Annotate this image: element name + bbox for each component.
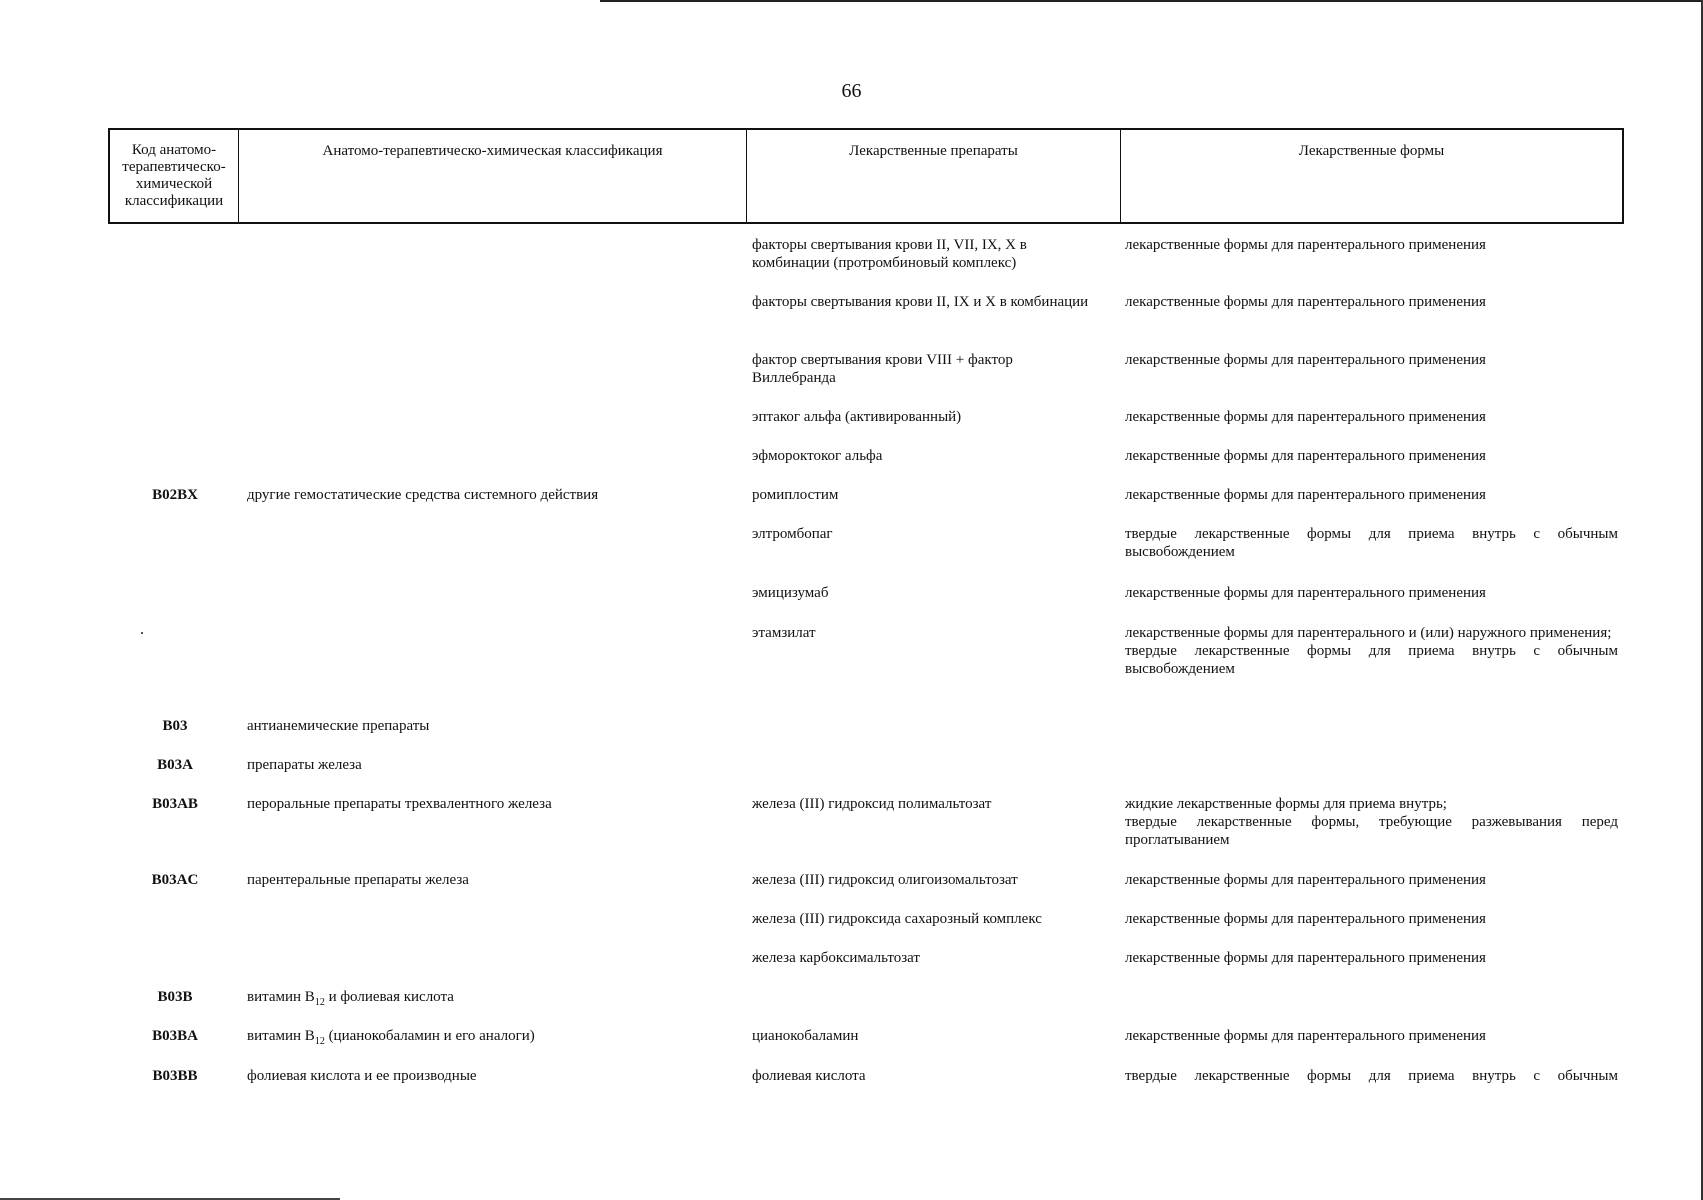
dosage-forms bbox=[1125, 486, 1618, 504]
dosage-form-line: твердые лекарственные формы для приема внутрь с обычным высвобождением bbox=[1125, 643, 1618, 677]
dosage-forms bbox=[1125, 871, 1618, 889]
dosage-forms bbox=[1125, 351, 1618, 369]
dosage-forms bbox=[1125, 447, 1618, 465]
atc-classification: препараты железа bbox=[247, 757, 362, 773]
dosage-form-line: лекарственные формы для парентерального применения bbox=[1125, 585, 1486, 601]
drug-name: элтромбопаг bbox=[752, 526, 833, 542]
drug-name: этамзилат bbox=[752, 625, 816, 641]
atc-code: B03 bbox=[162, 718, 188, 734]
atc-classification: парентеральные препараты железа bbox=[247, 872, 469, 888]
page-number: 66 bbox=[841, 80, 862, 102]
header-classification: Анатомо-терапевтическо-химическая классификация bbox=[239, 130, 747, 222]
classification-text: витамин B bbox=[247, 989, 315, 1005]
dosage-form-line: жидкие лекарственные формы для приема внутрь; bbox=[1125, 796, 1447, 812]
atc-classification: антианемические препараты bbox=[247, 718, 430, 734]
dosage-form-line: лекарственные формы для парентерального применения bbox=[1125, 409, 1486, 425]
dosage-form-line: лекарственные формы для парентерального применения bbox=[1125, 487, 1486, 503]
atc-code: B03BA bbox=[152, 1028, 198, 1044]
dosage-forms bbox=[1125, 1067, 1618, 1085]
atc-code: B03AC bbox=[151, 872, 199, 888]
table-header bbox=[108, 128, 1624, 224]
subscript: 12 bbox=[314, 997, 325, 1008]
dosage-forms bbox=[1125, 1027, 1618, 1045]
atc-code: B02BX bbox=[152, 487, 198, 503]
drug-name: эптаког альфа (активированный) bbox=[752, 409, 962, 425]
dosage-form-line: лекарственные формы для парентерального и (или) наружного применения; bbox=[1125, 625, 1612, 641]
dosage-form-line: лекарственные формы для парентерального применения bbox=[1125, 950, 1486, 966]
atc-code: B03A bbox=[157, 757, 193, 773]
dosage-forms bbox=[1125, 949, 1618, 967]
dosage-forms bbox=[1125, 795, 1618, 849]
classification-text: (цианокобаламин и его аналоги) bbox=[324, 1028, 535, 1044]
drug-name: эмицизумаб bbox=[752, 585, 829, 601]
atc-classification bbox=[247, 988, 727, 1006]
classification-text: витамин B bbox=[247, 1028, 315, 1044]
dosage-forms bbox=[1125, 525, 1618, 561]
drug-name: эфмороктоког альфа bbox=[752, 448, 883, 464]
dosage-forms bbox=[1125, 910, 1618, 928]
header-code: Код анатомо-терапевтическо-химической классификации bbox=[110, 130, 239, 222]
dosage-form-line: лекарственные формы для парентерального применения bbox=[1125, 237, 1486, 253]
dosage-form-line: твердые лекарственные формы для приема внутрь с обычным bbox=[1125, 1068, 1618, 1084]
drug-name: факторы свертывания крови II, VII, IX, X в комбинации (протромбиновый комплекс) bbox=[752, 237, 1027, 271]
dosage-forms bbox=[1125, 293, 1618, 311]
dosage-form-line: лекарственные формы для парентерального применения bbox=[1125, 911, 1486, 927]
atc-classification bbox=[247, 1027, 727, 1045]
dosage-form-line: лекарственные формы для парентерального применения bbox=[1125, 1028, 1486, 1044]
atc-code: B03BB bbox=[152, 1068, 198, 1084]
dosage-form-line: лекарственные формы для парентерального применения bbox=[1125, 294, 1486, 310]
atc-code: B03B bbox=[157, 989, 193, 1005]
drug-name: фактор свертывания крови VIII + фактор Виллебранда bbox=[752, 352, 1013, 386]
dosage-form-line: лекарственные формы для парентерального применения bbox=[1125, 448, 1486, 464]
drug-name: цианокобаламин bbox=[752, 1028, 859, 1044]
dosage-form-line: лекарственные формы для парентерального применения bbox=[1125, 352, 1486, 368]
atc-classification: пероральные препараты трехвалентного железа bbox=[247, 796, 552, 812]
dosage-forms bbox=[1125, 584, 1618, 602]
header-forms: Лекарственные формы bbox=[1298, 143, 1445, 159]
atc-classification: фолиевая кислота и ее производные bbox=[247, 1068, 477, 1084]
atc-code: B03AB bbox=[152, 796, 198, 812]
subscript: 12 bbox=[314, 1036, 325, 1047]
header-drugs: Лекарственные препараты bbox=[747, 130, 1121, 222]
dosage-forms bbox=[1125, 624, 1618, 678]
dosage-forms bbox=[1125, 408, 1618, 426]
drug-name: фолиевая кислота bbox=[752, 1068, 866, 1084]
drug-name: ромиплостим bbox=[752, 487, 839, 503]
drug-name: железа (III) гидроксид полимальтозат bbox=[752, 796, 992, 812]
drug-name: железа (III) гидроксида сахарозный комплекс bbox=[752, 911, 1042, 927]
classification-text: и фолиевая кислота bbox=[324, 989, 454, 1005]
drug-name: железа карбоксимальтозат bbox=[752, 950, 920, 966]
drug-name: факторы свертывания крови II, IX и X в комбинации bbox=[752, 294, 1089, 310]
atc-classification: другие гемостатические средства системного действия bbox=[247, 487, 599, 503]
dosage-form-line: лекарственные формы для парентерального применения bbox=[1125, 872, 1486, 888]
dosage-form-line: твердые лекарственные формы, требующие разжевывания перед проглатыванием bbox=[1125, 814, 1618, 848]
drug-name: железа (III) гидроксид олигоизомальтозат bbox=[752, 872, 1018, 888]
scan-edge-top bbox=[600, 0, 1703, 2]
scan-speck bbox=[141, 632, 143, 634]
dosage-forms bbox=[1125, 236, 1618, 254]
dosage-form-line: твердые лекарственные формы для приема внутрь с обычным высвобождением bbox=[1125, 526, 1618, 560]
